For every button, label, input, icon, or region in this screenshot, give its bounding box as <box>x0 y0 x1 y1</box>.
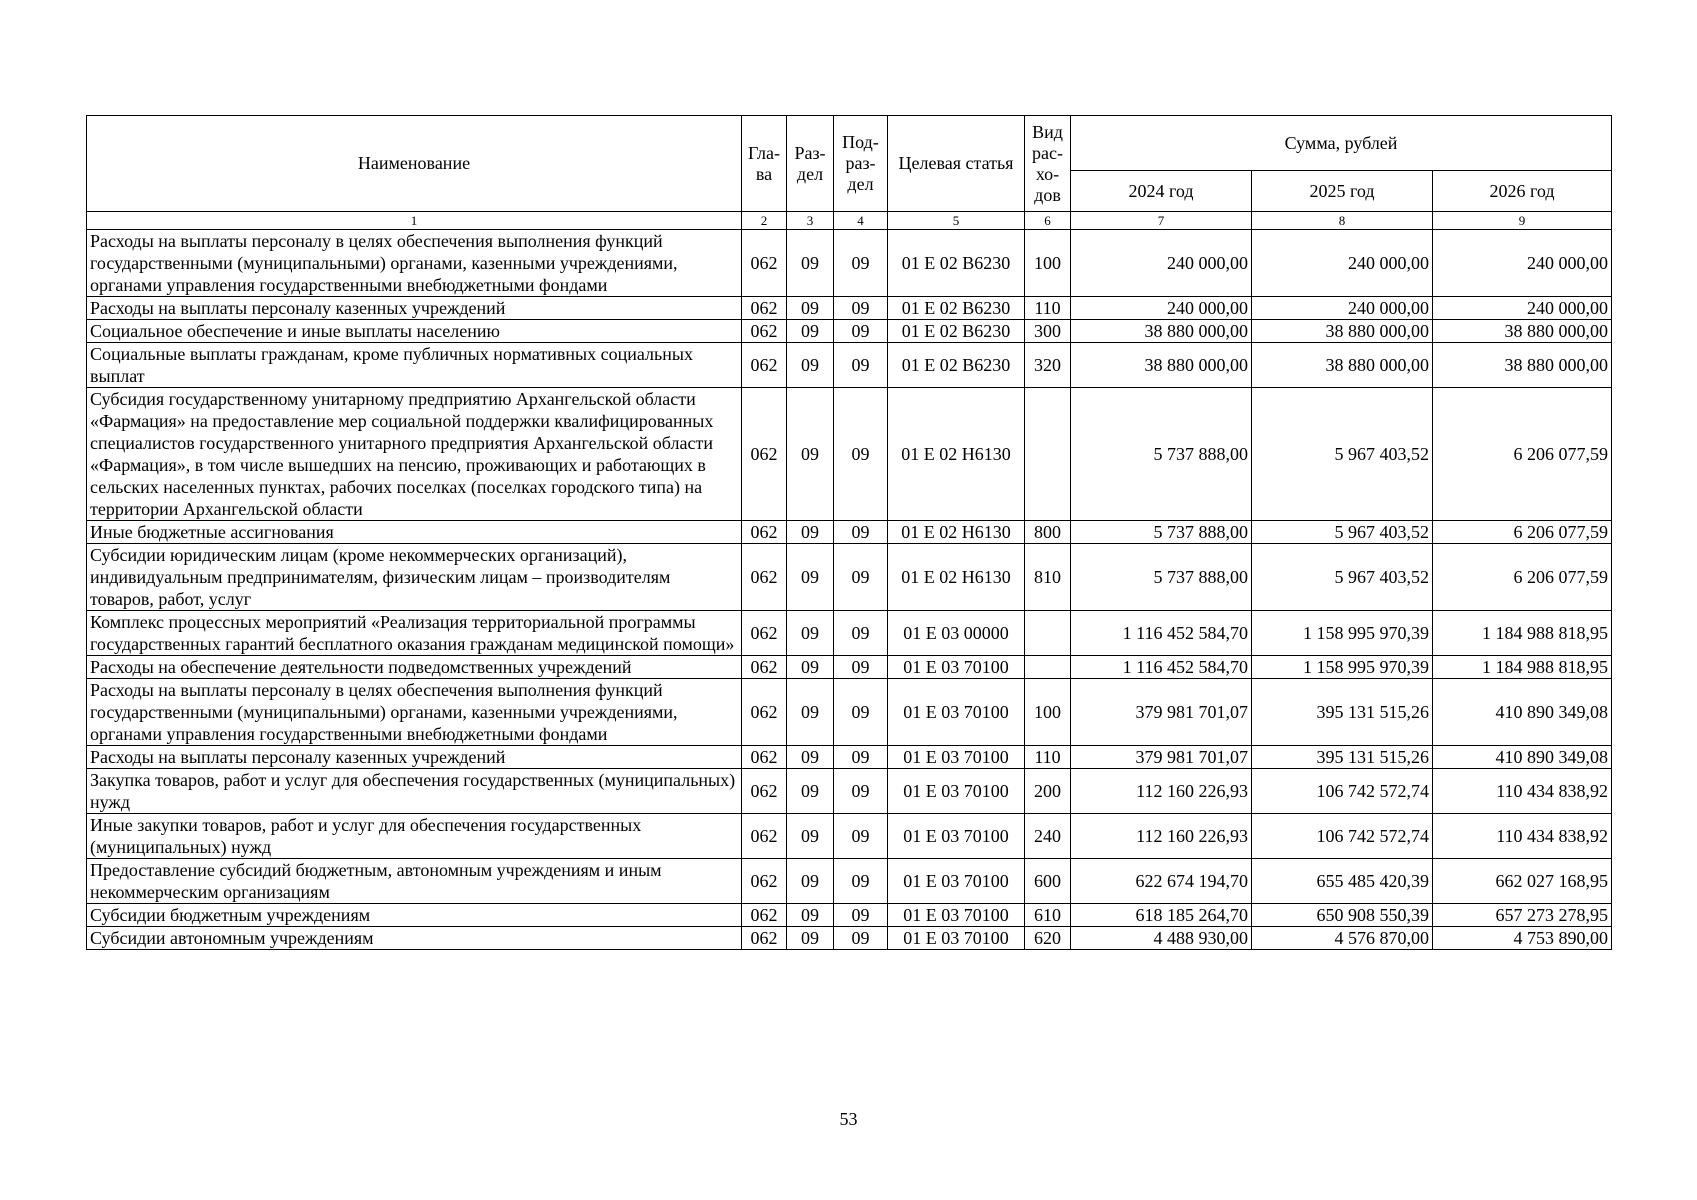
row-name: Расходы на обеспечение деятельности подведомственных учреждений <box>87 656 742 679</box>
header-glava: Гла-ва <box>742 116 787 212</box>
row-name: Субсидии автономным учреждениям <box>87 927 742 950</box>
row-glava: 062 <box>742 297 787 320</box>
row-name: Субсидии бюджетным учреждениям <box>87 904 742 927</box>
row-razdel: 09 <box>787 320 834 343</box>
table-body <box>87 230 1612 950</box>
row-vid-raskhodov: 240 <box>1025 814 1071 859</box>
table-header <box>87 116 1612 230</box>
row-tselevaya-statya: 01 Е 03 70100 <box>888 656 1025 679</box>
row-amount-2025: 1 158 995 970,39 <box>1252 656 1433 679</box>
row-razdel: 09 <box>787 859 834 904</box>
row-vid-raskhodov <box>1025 611 1071 656</box>
row-tselevaya-statya: 01 Е 02 Н6130 <box>888 544 1025 611</box>
row-name: Расходы на выплаты персоналу казенных учреждений <box>87 746 742 769</box>
row-amount-2026: 1 184 988 818,95 <box>1433 611 1612 656</box>
row-tselevaya-statya: 01 Е 03 70100 <box>888 679 1025 746</box>
row-amount-2025: 655 485 420,39 <box>1252 859 1433 904</box>
row-razdel: 09 <box>787 656 834 679</box>
row-podrazdel: 09 <box>834 927 888 950</box>
row-podrazdel: 09 <box>834 746 888 769</box>
row-vid-raskhodov: 610 <box>1025 904 1071 927</box>
row-name: Расходы на выплаты персоналу в целях обеспечения выполнения функций государственными (муниципальными) органами, казенными учреждениями, органами управления государственными внебюджетными фондами <box>87 230 742 297</box>
row-glava: 062 <box>742 679 787 746</box>
row-vid-raskhodov: 320 <box>1025 343 1071 388</box>
table-row <box>87 679 1612 746</box>
row-amount-2025: 1 158 995 970,39 <box>1252 611 1433 656</box>
header-tselevaya-statya: Целевая статья <box>888 116 1025 212</box>
row-amount-2024: 379 981 701,07 <box>1071 679 1252 746</box>
header-summa: Сумма, рублей <box>1071 116 1612 171</box>
column-number: 7 <box>1071 212 1252 230</box>
row-amount-2024: 622 674 194,70 <box>1071 859 1252 904</box>
header-podrazdel: Под-раз-дел <box>834 116 888 212</box>
column-number-row <box>87 212 1612 230</box>
row-razdel: 09 <box>787 927 834 950</box>
row-amount-2026: 38 880 000,00 <box>1433 343 1612 388</box>
row-glava: 062 <box>742 814 787 859</box>
row-amount-2024: 5 737 888,00 <box>1071 544 1252 611</box>
row-vid-raskhodov: 600 <box>1025 859 1071 904</box>
row-amount-2024: 1 116 452 584,70 <box>1071 656 1252 679</box>
table-row <box>87 388 1612 521</box>
header-name: Наименование <box>87 116 742 212</box>
row-podrazdel: 09 <box>834 904 888 927</box>
table-row <box>87 746 1612 769</box>
row-razdel: 09 <box>787 544 834 611</box>
row-vid-raskhodov: 200 <box>1025 769 1071 814</box>
row-tselevaya-statya: 01 Е 02 В6230 <box>888 320 1025 343</box>
row-tselevaya-statya: 01 Е 03 70100 <box>888 904 1025 927</box>
row-amount-2026: 110 434 838,92 <box>1433 769 1612 814</box>
row-razdel: 09 <box>787 611 834 656</box>
row-name: Иные бюджетные ассигнования <box>87 521 742 544</box>
row-amount-2026: 6 206 077,59 <box>1433 521 1612 544</box>
row-amount-2025: 4 576 870,00 <box>1252 927 1433 950</box>
row-amount-2024: 4 488 930,00 <box>1071 927 1252 950</box>
row-name: Субсидия государственному унитарному предприятию Архангельской области «Фармация» на предоставление мер социальной поддержки квалифицированных специалистов государственного унитарного предприятия Архангельской области «Фармация», в том числе вышедших на пенсию, проживающих и работающих в сельских населенных пунктах, рабочих поселках (поселках городского типа) на территории Архангельской области <box>87 388 742 521</box>
row-amount-2025: 650 908 550,39 <box>1252 904 1433 927</box>
row-name: Социальные выплаты гражданам, кроме публичных нормативных социальных выплат <box>87 343 742 388</box>
row-podrazdel: 09 <box>834 679 888 746</box>
row-amount-2025: 5 967 403,52 <box>1252 521 1433 544</box>
row-amount-2024: 38 880 000,00 <box>1071 320 1252 343</box>
row-amount-2026: 410 890 349,08 <box>1433 679 1612 746</box>
row-glava: 062 <box>742 388 787 521</box>
header-year-2026: 2026 год <box>1433 171 1612 212</box>
column-number: 9 <box>1433 212 1612 230</box>
row-vid-raskhodov: 110 <box>1025 297 1071 320</box>
row-amount-2024: 240 000,00 <box>1071 297 1252 320</box>
budget-table <box>86 115 1612 950</box>
row-amount-2024: 5 737 888,00 <box>1071 521 1252 544</box>
table-row <box>87 320 1612 343</box>
header-year-2025: 2025 год <box>1252 171 1433 212</box>
table-row <box>87 343 1612 388</box>
row-amount-2026: 240 000,00 <box>1433 230 1612 297</box>
row-glava: 062 <box>742 343 787 388</box>
column-number: 4 <box>834 212 888 230</box>
row-tselevaya-statya: 01 Е 02 В6230 <box>888 230 1025 297</box>
row-amount-2025: 106 742 572,74 <box>1252 814 1433 859</box>
row-amount-2025: 38 880 000,00 <box>1252 320 1433 343</box>
column-number: 8 <box>1252 212 1433 230</box>
row-tselevaya-statya: 01 Е 02 Н6130 <box>888 521 1025 544</box>
row-amount-2024: 5 737 888,00 <box>1071 388 1252 521</box>
table-row <box>87 859 1612 904</box>
row-podrazdel: 09 <box>834 656 888 679</box>
row-amount-2026: 662 027 168,95 <box>1433 859 1612 904</box>
column-number: 5 <box>888 212 1025 230</box>
row-razdel: 09 <box>787 521 834 544</box>
row-tselevaya-statya: 01 Е 03 70100 <box>888 769 1025 814</box>
row-glava: 062 <box>742 544 787 611</box>
row-glava: 062 <box>742 521 787 544</box>
row-razdel: 09 <box>787 679 834 746</box>
row-name: Социальное обеспечение и иные выплаты населению <box>87 320 742 343</box>
row-razdel: 09 <box>787 297 834 320</box>
row-tselevaya-statya: 01 Е 02 Н6130 <box>888 388 1025 521</box>
row-name: Иные закупки товаров, работ и услуг для обеспечения государственных (муниципальных) нужд <box>87 814 742 859</box>
row-name: Субсидии юридическим лицам (кроме некоммерческих организаций), индивидуальным предпринимателям, физическим лицам – производителям товаров, работ, услуг <box>87 544 742 611</box>
row-vid-raskhodov: 110 <box>1025 746 1071 769</box>
row-amount-2024: 112 160 226,93 <box>1071 769 1252 814</box>
row-amount-2026: 6 206 077,59 <box>1433 388 1612 521</box>
row-glava: 062 <box>742 611 787 656</box>
row-vid-raskhodov <box>1025 388 1071 521</box>
row-amount-2026: 1 184 988 818,95 <box>1433 656 1612 679</box>
row-glava: 062 <box>742 230 787 297</box>
row-razdel: 09 <box>787 230 834 297</box>
row-name: Расходы на выплаты персоналу в целях обеспечения выполнения функций государственными (муниципальными) органами, казенными учреждениями, органами управления государственными внебюджетными фондами <box>87 679 742 746</box>
row-amount-2026: 110 434 838,92 <box>1433 814 1612 859</box>
row-amount-2024: 112 160 226,93 <box>1071 814 1252 859</box>
row-amount-2024: 38 880 000,00 <box>1071 343 1252 388</box>
row-tselevaya-statya: 01 Е 02 В6230 <box>888 343 1025 388</box>
row-amount-2025: 5 967 403,52 <box>1252 388 1433 521</box>
row-razdel: 09 <box>787 904 834 927</box>
row-glava: 062 <box>742 927 787 950</box>
row-amount-2025: 38 880 000,00 <box>1252 343 1433 388</box>
row-glava: 062 <box>742 320 787 343</box>
row-glava: 062 <box>742 769 787 814</box>
row-razdel: 09 <box>787 814 834 859</box>
row-amount-2025: 240 000,00 <box>1252 297 1433 320</box>
header-year-2024: 2024 год <box>1071 171 1252 212</box>
table-row <box>87 814 1612 859</box>
table-row <box>87 611 1612 656</box>
row-glava: 062 <box>742 746 787 769</box>
row-podrazdel: 09 <box>834 814 888 859</box>
row-podrazdel: 09 <box>834 320 888 343</box>
row-podrazdel: 09 <box>834 388 888 521</box>
row-amount-2026: 657 273 278,95 <box>1433 904 1612 927</box>
row-amount-2026: 6 206 077,59 <box>1433 544 1612 611</box>
row-tselevaya-statya: 01 Е 02 В6230 <box>888 297 1025 320</box>
row-amount-2026: 4 753 890,00 <box>1433 927 1612 950</box>
row-glava: 062 <box>742 859 787 904</box>
row-razdel: 09 <box>787 343 834 388</box>
row-vid-raskhodov: 100 <box>1025 230 1071 297</box>
page-number: 53 <box>839 1109 858 1129</box>
row-razdel: 09 <box>787 746 834 769</box>
row-amount-2025: 395 131 515,26 <box>1252 746 1433 769</box>
row-razdel: 09 <box>787 769 834 814</box>
row-amount-2025: 240 000,00 <box>1252 230 1433 297</box>
column-number: 6 <box>1025 212 1071 230</box>
header-vid-raskhodov: Вид рас-хо-дов <box>1025 116 1071 212</box>
table-row <box>87 297 1612 320</box>
row-name: Закупка товаров, работ и услуг для обеспечения государственных (муниципальных) нужд <box>87 769 742 814</box>
row-podrazdel: 09 <box>834 769 888 814</box>
row-podrazdel: 09 <box>834 859 888 904</box>
table-row <box>87 656 1612 679</box>
row-vid-raskhodov: 810 <box>1025 544 1071 611</box>
row-amount-2025: 106 742 572,74 <box>1252 769 1433 814</box>
row-vid-raskhodov: 100 <box>1025 679 1071 746</box>
table-row <box>87 927 1612 950</box>
header-razdel: Раз-дел <box>787 116 834 212</box>
row-podrazdel: 09 <box>834 611 888 656</box>
row-name: Комплекс процессных мероприятий «Реализация территориальной программы государственных гарантий бесплатного оказания гражданам медицинской помощи» <box>87 611 742 656</box>
row-podrazdel: 09 <box>834 297 888 320</box>
row-tselevaya-statya: 01 Е 03 70100 <box>888 927 1025 950</box>
row-tselevaya-statya: 01 Е 03 70100 <box>888 814 1025 859</box>
row-podrazdel: 09 <box>834 521 888 544</box>
row-tselevaya-statya: 01 Е 03 70100 <box>888 746 1025 769</box>
row-name: Предоставление субсидий бюджетным, автономным учреждениям и иным некоммерческим организациям <box>87 859 742 904</box>
row-amount-2026: 410 890 349,08 <box>1433 746 1612 769</box>
row-razdel: 09 <box>787 388 834 521</box>
table-row <box>87 230 1612 297</box>
row-name: Расходы на выплаты персоналу казенных учреждений <box>87 297 742 320</box>
row-amount-2024: 618 185 264,70 <box>1071 904 1252 927</box>
row-podrazdel: 09 <box>834 230 888 297</box>
row-tselevaya-statya: 01 Е 03 00000 <box>888 611 1025 656</box>
row-podrazdel: 09 <box>834 544 888 611</box>
row-amount-2026: 38 880 000,00 <box>1433 320 1612 343</box>
row-amount-2026: 240 000,00 <box>1433 297 1612 320</box>
row-vid-raskhodov: 300 <box>1025 320 1071 343</box>
row-amount-2025: 5 967 403,52 <box>1252 544 1433 611</box>
row-vid-raskhodov: 620 <box>1025 927 1071 950</box>
row-amount-2024: 1 116 452 584,70 <box>1071 611 1252 656</box>
row-amount-2024: 379 981 701,07 <box>1071 746 1252 769</box>
row-glava: 062 <box>742 904 787 927</box>
table-row <box>87 904 1612 927</box>
column-number: 1 <box>87 212 742 230</box>
table-row <box>87 769 1612 814</box>
row-podrazdel: 09 <box>834 343 888 388</box>
row-tselevaya-statya: 01 Е 03 70100 <box>888 859 1025 904</box>
row-amount-2025: 395 131 515,26 <box>1252 679 1433 746</box>
column-number: 2 <box>742 212 787 230</box>
row-glava: 062 <box>742 656 787 679</box>
row-amount-2024: 240 000,00 <box>1071 230 1252 297</box>
column-number: 3 <box>787 212 834 230</box>
row-vid-raskhodov: 800 <box>1025 521 1071 544</box>
table-row <box>87 521 1612 544</box>
table-row <box>87 544 1612 611</box>
row-vid-raskhodov <box>1025 656 1071 679</box>
